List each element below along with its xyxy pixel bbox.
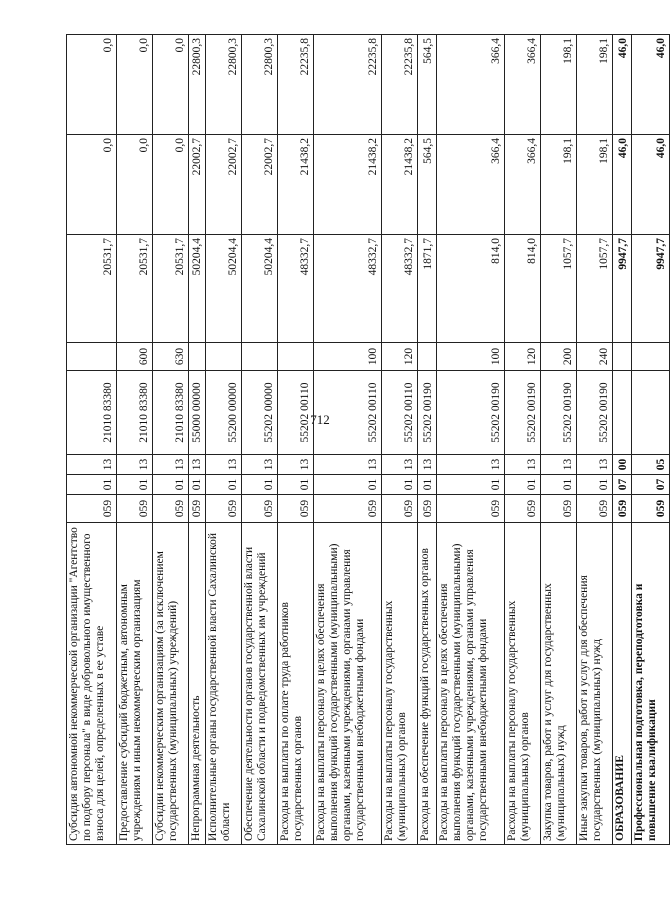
row-name: Предоставление субсидий бюджетным, автономным учреждениям и иным некоммерческим организациям <box>117 523 153 845</box>
row-name: Субсидия автономной некоммерческой организации "Агентство по подбору персонала" в виде добровольного имущественного взноса для целей, определенных в ее уставе <box>67 523 117 845</box>
row-name: Субсидии некоммерческим организациям (за исключением государственных (муниципальных) учреждений) <box>153 523 189 845</box>
target-code: 55202 00190 <box>541 371 577 455</box>
row-name: Исполнительные органы государственной власти Сахалинской области <box>206 523 242 845</box>
target-code: 21010 83380 <box>153 371 189 455</box>
section-code: 07 <box>613 475 632 495</box>
section-code: 01 <box>382 475 418 495</box>
ministry-code: 059 <box>382 495 418 523</box>
table-row <box>67 35 117 845</box>
amount-year-3: 564,5 <box>418 35 437 135</box>
expense-type-code <box>242 343 278 371</box>
section-code: 01 <box>278 475 314 495</box>
amount-year-1: 50204,4 <box>189 235 206 343</box>
subsection-code: 05 <box>632 455 670 475</box>
amount-year-1: 1871,7 <box>418 235 437 343</box>
row-name: ОБРАЗОВАНИЕ <box>613 523 632 845</box>
expense-type-code: 120 <box>382 343 418 371</box>
amount-year-3: 0,0 <box>67 35 117 135</box>
amount-year-3: 46,0 <box>613 35 632 135</box>
ministry-code: 059 <box>67 495 117 523</box>
subsection-code: 00 <box>613 455 632 475</box>
subsection-code: 13 <box>117 455 153 475</box>
rotated-budget-page <box>66 35 667 845</box>
target-code: 55202 00110 <box>382 371 418 455</box>
amount-year-2: 22002,7 <box>189 135 206 235</box>
expense-type-code <box>613 343 632 371</box>
amount-year-1: 50204,4 <box>206 235 242 343</box>
amount-year-3: 198,1 <box>541 35 577 135</box>
target-code: 55202 00190 <box>437 371 505 455</box>
section-code: 01 <box>577 475 613 495</box>
table-row <box>206 35 242 845</box>
subsection-code: 13 <box>278 455 314 475</box>
expense-type-code: 100 <box>314 343 382 371</box>
row-name: Расходы на выплаты по оплате труда работников государственных органов <box>278 523 314 845</box>
ministry-code: 059 <box>541 495 577 523</box>
table-row <box>541 35 577 845</box>
ministry-code: 059 <box>189 495 206 523</box>
section-code: 01 <box>314 475 382 495</box>
amount-year-2: 198,1 <box>541 135 577 235</box>
subsection-code: 13 <box>314 455 382 475</box>
section-code: 01 <box>505 475 541 495</box>
subsection-code: 13 <box>505 455 541 475</box>
expense-type-code <box>418 343 437 371</box>
ministry-code: 059 <box>505 495 541 523</box>
target-code <box>613 371 632 455</box>
table-row <box>189 35 206 845</box>
subsection-code: 13 <box>437 455 505 475</box>
subsection-code: 13 <box>189 455 206 475</box>
section-code: 01 <box>153 475 189 495</box>
row-name: Профессиональная подготовка, переподготовка и повышение квалификации <box>632 523 670 845</box>
target-code: 55202 00190 <box>577 371 613 455</box>
subsection-code: 13 <box>418 455 437 475</box>
ministry-code: 059 <box>206 495 242 523</box>
amount-year-2: 198,1 <box>577 135 613 235</box>
expense-type-code <box>632 343 670 371</box>
section-code: 01 <box>541 475 577 495</box>
target-code: 21010 83380 <box>117 371 153 455</box>
amount-year-3: 22800,3 <box>242 35 278 135</box>
expense-type-code: 600 <box>117 343 153 371</box>
target-code: 55202 00190 <box>505 371 541 455</box>
amount-year-1: 48332,7 <box>278 235 314 343</box>
amount-year-2: 21438,2 <box>278 135 314 235</box>
amount-year-2: 46,0 <box>632 135 670 235</box>
amount-year-2: 0,0 <box>117 135 153 235</box>
table-row <box>242 35 278 845</box>
row-name: Расходы на выплаты персоналу государственных (муниципальных) органов <box>505 523 541 845</box>
table-row <box>153 35 189 845</box>
amount-year-1: 9947,7 <box>613 235 632 343</box>
amount-year-3: 22235,8 <box>382 35 418 135</box>
subsection-code: 13 <box>153 455 189 475</box>
row-name: Расходы на выплаты персоналу государственных (муниципальных) органов <box>382 523 418 845</box>
row-name: Расходы на обеспечение функций государственных органов <box>418 523 437 845</box>
ministry-code: 059 <box>613 495 632 523</box>
amount-year-1: 9947,7 <box>632 235 670 343</box>
ministry-code: 059 <box>577 495 613 523</box>
row-name: Закупка товаров, работ и услуг для государственных (муниципальных) нужд <box>541 523 577 845</box>
row-name: Расходы на выплаты персоналу в целях обеспечения выполнения функций государственными (муниципальными) органами, казенными учреждениями, органами управления государственными внебюджетными фондами <box>437 523 505 845</box>
amount-year-1: 48332,7 <box>314 235 382 343</box>
ministry-code: 059 <box>437 495 505 523</box>
row-name: Расходы на выплаты персоналу в целях обеспечения выполнения функций государственными (муниципальными) органами, казенными учреждениями, органами управления государственными внебюджетными фондами <box>314 523 382 845</box>
table-row <box>382 35 418 845</box>
row-name: Непрограммная деятельность <box>189 523 206 845</box>
amount-year-1: 20531,7 <box>153 235 189 343</box>
page-number: 712 <box>310 412 330 427</box>
expense-type-code: 100 <box>437 343 505 371</box>
subsection-code: 13 <box>67 455 117 475</box>
amount-year-1: 814,0 <box>437 235 505 343</box>
subsection-code: 13 <box>242 455 278 475</box>
amount-year-3: 22235,8 <box>314 35 382 135</box>
amount-year-1: 1057,7 <box>577 235 613 343</box>
section-code: 01 <box>418 475 437 495</box>
row-name: Иные закупки товаров, работ и услуг для обеспечения государственных (муниципальных) нужд <box>577 523 613 845</box>
table-row <box>418 35 437 845</box>
amount-year-1: 48332,7 <box>382 235 418 343</box>
expense-type-code: 200 <box>541 343 577 371</box>
amount-year-3: 0,0 <box>117 35 153 135</box>
subsection-code: 13 <box>577 455 613 475</box>
section-code: 07 <box>632 475 670 495</box>
amount-year-1: 814,0 <box>505 235 541 343</box>
section-code: 01 <box>67 475 117 495</box>
table-row <box>117 35 153 845</box>
table-row <box>437 35 505 845</box>
amount-year-2: 0,0 <box>153 135 189 235</box>
amount-year-2: 366,4 <box>437 135 505 235</box>
ministry-code: 059 <box>314 495 382 523</box>
amount-year-1: 50204,4 <box>242 235 278 343</box>
amount-year-3: 22235,8 <box>278 35 314 135</box>
subsection-code: 13 <box>541 455 577 475</box>
target-code: 21010 83380 <box>67 371 117 455</box>
amount-year-1: 20531,7 <box>117 235 153 343</box>
amount-year-3: 198,1 <box>577 35 613 135</box>
expense-type-code <box>206 343 242 371</box>
expense-type-code: 630 <box>153 343 189 371</box>
expense-type-code: 240 <box>577 343 613 371</box>
table-row <box>577 35 613 845</box>
amount-year-3: 22800,3 <box>189 35 206 135</box>
section-code: 01 <box>437 475 505 495</box>
target-code <box>632 371 670 455</box>
target-code: 55202 00110 <box>278 371 314 455</box>
table-row <box>278 35 314 845</box>
section-code: 01 <box>206 475 242 495</box>
ministry-code: 059 <box>242 495 278 523</box>
section-code: 01 <box>242 475 278 495</box>
amount-year-1: 1057,7 <box>541 235 577 343</box>
amount-year-2: 21438,2 <box>382 135 418 235</box>
expense-type-code <box>189 343 206 371</box>
ministry-code: 059 <box>632 495 670 523</box>
target-code: 55000 00000 <box>189 371 206 455</box>
ministry-code: 059 <box>418 495 437 523</box>
amount-year-2: 21438,2 <box>314 135 382 235</box>
amount-year-3: 22800,3 <box>206 35 242 135</box>
target-code: 55200 00000 <box>206 371 242 455</box>
table-row <box>314 35 382 845</box>
table-row <box>613 35 632 845</box>
amount-year-2: 22002,7 <box>206 135 242 235</box>
table-row <box>505 35 541 845</box>
amount-year-3: 46,0 <box>632 35 670 135</box>
subsection-code: 13 <box>382 455 418 475</box>
ministry-code: 059 <box>153 495 189 523</box>
amount-year-2: 46,0 <box>613 135 632 235</box>
amount-year-3: 0,0 <box>153 35 189 135</box>
amount-year-2: 564,5 <box>418 135 437 235</box>
section-code: 01 <box>189 475 206 495</box>
section-code: 01 <box>117 475 153 495</box>
ministry-code: 059 <box>278 495 314 523</box>
target-code: 55202 00000 <box>242 371 278 455</box>
amount-year-2: 0,0 <box>67 135 117 235</box>
table-row <box>632 35 670 845</box>
ministry-code: 059 <box>117 495 153 523</box>
amount-year-3: 366,4 <box>505 35 541 135</box>
subsection-code: 13 <box>206 455 242 475</box>
target-code: 55202 00110 <box>314 371 382 455</box>
amount-year-3: 366,4 <box>437 35 505 135</box>
amount-year-2: 22002,7 <box>242 135 278 235</box>
target-code: 55202 00190 <box>418 371 437 455</box>
expense-type-code <box>278 343 314 371</box>
row-name: Обеспечение деятельности органов государственной власти Сахалинской области и подведомственных им учреждений <box>242 523 278 845</box>
budget-table-body <box>67 35 670 845</box>
expense-type-code: 120 <box>505 343 541 371</box>
expense-type-code <box>67 343 117 371</box>
amount-year-2: 366,4 <box>505 135 541 235</box>
budget-table <box>66 34 670 845</box>
amount-year-1: 20531,7 <box>67 235 117 343</box>
